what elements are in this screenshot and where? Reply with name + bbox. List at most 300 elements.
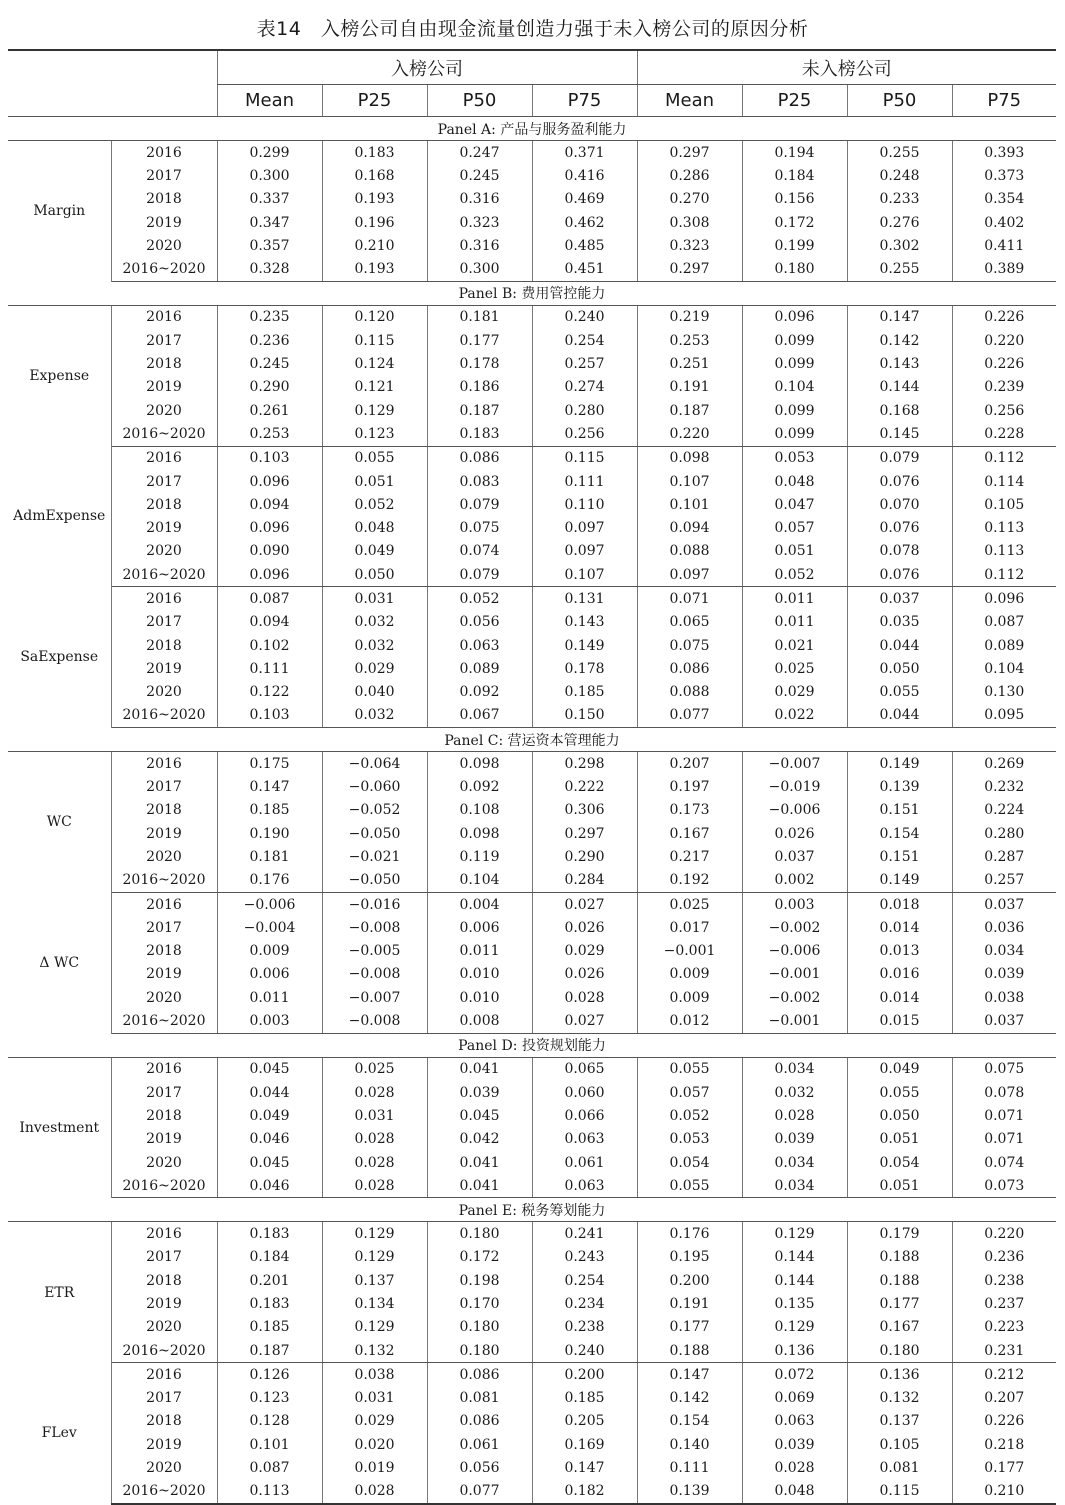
value-cell: 0.302 bbox=[847, 234, 952, 257]
value-cell: 0.025 bbox=[637, 892, 742, 916]
year-cell: 2020 bbox=[146, 543, 182, 560]
value-cell: 0.191 bbox=[637, 376, 742, 399]
value-cell: 0.044 bbox=[217, 1081, 322, 1104]
metric-label: Margin bbox=[8, 141, 111, 282]
value-cell: 0.143 bbox=[532, 611, 637, 634]
value-cell: 0.011 bbox=[427, 940, 532, 963]
value-cell: 0.177 bbox=[847, 1292, 952, 1315]
value-cell: 0.027 bbox=[532, 1009, 637, 1033]
table-row bbox=[8, 752, 1056, 776]
value-cell: 0.052 bbox=[637, 1104, 742, 1127]
value-cell: 0.032 bbox=[742, 1081, 847, 1104]
panel-row bbox=[8, 117, 1056, 141]
value-cell: 0.017 bbox=[637, 916, 742, 939]
value-cell: 0.114 bbox=[952, 470, 1056, 493]
year-cell: 2019 bbox=[146, 1131, 182, 1148]
year-cell: 2018 bbox=[146, 802, 182, 819]
value-cell: 0.028 bbox=[322, 1081, 427, 1104]
value-cell: 0.205 bbox=[532, 1410, 637, 1433]
value-cell: 0.048 bbox=[742, 470, 847, 493]
year-cell: 2016~2020 bbox=[111, 869, 217, 893]
value-cell: 0.129 bbox=[742, 1222, 847, 1246]
year-cell: 2019 bbox=[146, 379, 182, 396]
value-cell: 0.096 bbox=[742, 305, 847, 329]
value-cell: −0.007 bbox=[742, 752, 847, 776]
year-cell: 2016 bbox=[146, 1366, 182, 1383]
value-cell: 0.257 bbox=[532, 352, 637, 375]
value-cell: 0.167 bbox=[637, 822, 742, 845]
value-cell: 0.393 bbox=[952, 141, 1056, 165]
value-cell: 0.049 bbox=[322, 540, 427, 563]
value-cell: 0.067 bbox=[427, 704, 532, 728]
value-cell: 0.041 bbox=[427, 1174, 532, 1198]
value-cell: 0.187 bbox=[427, 399, 532, 422]
value-cell: 0.038 bbox=[322, 1363, 427, 1387]
value-cell: 0.104 bbox=[952, 657, 1056, 680]
value-cell: 0.184 bbox=[217, 1246, 322, 1269]
value-cell: 0.192 bbox=[637, 869, 742, 893]
value-cell: 0.156 bbox=[742, 188, 847, 211]
value-cell: 0.019 bbox=[322, 1456, 427, 1479]
value-cell: 0.045 bbox=[217, 1057, 322, 1081]
year-cell: 2020 bbox=[146, 1460, 182, 1477]
value-cell: 0.026 bbox=[532, 916, 637, 939]
value-cell: 0.144 bbox=[742, 1246, 847, 1269]
value-cell: 0.178 bbox=[427, 352, 532, 375]
value-cell: 0.147 bbox=[532, 1456, 637, 1479]
panel-label: Panel D: 投资规划能力 bbox=[8, 1033, 1056, 1057]
panel-row bbox=[8, 281, 1056, 305]
value-cell: 0.142 bbox=[847, 329, 952, 352]
value-cell: 0.195 bbox=[637, 1246, 742, 1269]
table-row bbox=[8, 399, 1056, 422]
value-cell: 0.096 bbox=[217, 563, 322, 587]
value-cell: 0.228 bbox=[952, 422, 1056, 446]
value-cell: 0.069 bbox=[742, 1387, 847, 1410]
table-row bbox=[8, 141, 1056, 165]
value-cell: 0.094 bbox=[217, 611, 322, 634]
value-cell: 0.006 bbox=[427, 916, 532, 939]
table-row bbox=[8, 1480, 1056, 1504]
value-cell: 0.028 bbox=[322, 1151, 427, 1174]
column-header: P25 bbox=[322, 85, 427, 117]
value-cell: 0.104 bbox=[427, 869, 532, 893]
value-cell: 0.182 bbox=[532, 1480, 637, 1504]
value-cell: −0.064 bbox=[322, 752, 427, 776]
value-cell: 0.065 bbox=[637, 611, 742, 634]
value-cell: 0.168 bbox=[322, 164, 427, 187]
value-cell: 0.103 bbox=[217, 446, 322, 470]
panel-row bbox=[8, 728, 1056, 752]
value-cell: 0.044 bbox=[847, 634, 952, 657]
year-cell: 2017 bbox=[146, 473, 182, 490]
value-cell: 0.052 bbox=[742, 563, 847, 587]
panel-row bbox=[8, 1033, 1056, 1057]
value-cell: 0.147 bbox=[637, 1363, 742, 1387]
value-cell: 0.188 bbox=[847, 1246, 952, 1269]
value-cell: 0.029 bbox=[742, 681, 847, 704]
value-cell: 0.097 bbox=[637, 563, 742, 587]
table-row bbox=[8, 1433, 1056, 1456]
value-cell: 0.220 bbox=[952, 329, 1056, 352]
value-cell: 0.151 bbox=[847, 799, 952, 822]
value-cell: 0.099 bbox=[742, 352, 847, 375]
value-cell: 0.115 bbox=[322, 329, 427, 352]
value-cell: 0.124 bbox=[322, 352, 427, 375]
value-cell: 0.226 bbox=[952, 352, 1056, 375]
year-cell: 2020 bbox=[146, 237, 182, 254]
value-cell: 0.135 bbox=[742, 1292, 847, 1315]
value-cell: 0.078 bbox=[847, 540, 952, 563]
value-cell: 0.026 bbox=[742, 822, 847, 845]
value-cell: 0.098 bbox=[427, 822, 532, 845]
value-cell: 0.079 bbox=[427, 493, 532, 516]
value-cell: 0.323 bbox=[637, 234, 742, 257]
table-body bbox=[8, 117, 1056, 1505]
panel-label: Panel B: 费用管控能力 bbox=[8, 281, 1056, 305]
value-cell: 0.248 bbox=[847, 164, 952, 187]
value-cell: 0.029 bbox=[322, 1410, 427, 1433]
table-row bbox=[8, 1339, 1056, 1363]
value-cell: 0.028 bbox=[742, 1456, 847, 1479]
year-cell: 2016~2020 bbox=[111, 422, 217, 446]
value-cell: 0.247 bbox=[427, 141, 532, 165]
value-cell: 0.010 bbox=[427, 986, 532, 1009]
value-cell: 0.103 bbox=[217, 704, 322, 728]
value-cell: 0.108 bbox=[427, 799, 532, 822]
value-cell: 0.416 bbox=[532, 164, 637, 187]
table-row bbox=[8, 329, 1056, 352]
value-cell: 0.032 bbox=[322, 634, 427, 657]
year-cell: 2016~2020 bbox=[111, 1480, 217, 1504]
table-row bbox=[8, 1269, 1056, 1292]
value-cell: 0.078 bbox=[952, 1081, 1056, 1104]
value-cell: 0.113 bbox=[217, 1480, 322, 1504]
value-cell: 0.129 bbox=[322, 1246, 427, 1269]
metric-label: Δ WC bbox=[8, 892, 111, 1033]
value-cell: 0.053 bbox=[742, 446, 847, 470]
group-header-listed: 入榜公司 bbox=[217, 50, 637, 85]
value-cell: 0.111 bbox=[532, 470, 637, 493]
value-cell: 0.055 bbox=[637, 1057, 742, 1081]
table-row bbox=[8, 1128, 1056, 1151]
value-cell: 0.276 bbox=[847, 211, 952, 234]
value-cell: 0.052 bbox=[427, 587, 532, 611]
value-cell: 0.210 bbox=[952, 1480, 1056, 1504]
value-cell: 0.256 bbox=[532, 422, 637, 446]
metric-label: AdmExpense bbox=[8, 446, 111, 587]
value-cell: 0.119 bbox=[427, 845, 532, 868]
value-cell: 0.018 bbox=[847, 892, 952, 916]
value-cell: 0.253 bbox=[217, 422, 322, 446]
panel-row bbox=[8, 1198, 1056, 1222]
value-cell: 0.234 bbox=[532, 1292, 637, 1315]
table-row bbox=[8, 376, 1056, 399]
value-cell: 0.055 bbox=[322, 446, 427, 470]
value-cell: 0.177 bbox=[952, 1456, 1056, 1479]
value-cell: 0.256 bbox=[952, 399, 1056, 422]
value-cell: 0.180 bbox=[427, 1222, 532, 1246]
value-cell: 0.107 bbox=[637, 470, 742, 493]
value-cell: 0.006 bbox=[217, 963, 322, 986]
value-cell: 0.357 bbox=[217, 234, 322, 257]
value-cell: 0.089 bbox=[952, 634, 1056, 657]
year-cell: 2016~2020 bbox=[111, 1339, 217, 1363]
value-cell: 0.086 bbox=[427, 1363, 532, 1387]
table-row bbox=[8, 704, 1056, 728]
value-cell: 0.129 bbox=[322, 399, 427, 422]
value-cell: 0.274 bbox=[532, 376, 637, 399]
column-header: Mean bbox=[217, 85, 322, 117]
year-cell: 2020 bbox=[146, 1319, 182, 1336]
value-cell: 0.168 bbox=[847, 399, 952, 422]
value-cell: 0.177 bbox=[637, 1316, 742, 1339]
value-cell: 0.032 bbox=[322, 611, 427, 634]
value-cell: 0.462 bbox=[532, 211, 637, 234]
value-cell: 0.180 bbox=[742, 257, 847, 281]
value-cell: 0.253 bbox=[637, 329, 742, 352]
value-cell: 0.074 bbox=[952, 1151, 1056, 1174]
value-cell: 0.115 bbox=[532, 446, 637, 470]
panel-label: Panel A: 产品与服务盈利能力 bbox=[8, 117, 1056, 141]
value-cell: 0.136 bbox=[847, 1363, 952, 1387]
value-cell: 0.134 bbox=[322, 1292, 427, 1315]
year-cell: 2016~2020 bbox=[111, 563, 217, 587]
value-cell: 0.004 bbox=[427, 892, 532, 916]
value-cell: 0.086 bbox=[637, 657, 742, 680]
year-cell: 2020 bbox=[146, 402, 182, 419]
table-row bbox=[8, 1009, 1056, 1033]
table-row bbox=[8, 470, 1056, 493]
value-cell: 0.012 bbox=[637, 1009, 742, 1033]
data-table bbox=[8, 49, 1056, 1505]
value-cell: 0.235 bbox=[217, 305, 322, 329]
year-cell: 2016 bbox=[146, 1226, 182, 1243]
value-cell: 0.198 bbox=[427, 1269, 532, 1292]
column-header: Mean bbox=[637, 85, 742, 117]
year-cell: 2017 bbox=[146, 1249, 182, 1266]
year-cell: 2016 bbox=[146, 896, 182, 913]
value-cell: 0.028 bbox=[322, 1128, 427, 1151]
value-cell: 0.280 bbox=[952, 822, 1056, 845]
table-row bbox=[8, 681, 1056, 704]
value-cell: 0.039 bbox=[742, 1433, 847, 1456]
value-cell: 0.232 bbox=[952, 775, 1056, 798]
value-cell: 0.011 bbox=[742, 611, 847, 634]
table-row bbox=[8, 257, 1056, 281]
year-cell: 2016 bbox=[146, 450, 182, 467]
value-cell: −0.006 bbox=[742, 799, 847, 822]
table-row bbox=[8, 563, 1056, 587]
value-cell: 0.079 bbox=[427, 563, 532, 587]
metric-label: ETR bbox=[8, 1222, 111, 1363]
metric-label: Expense bbox=[8, 305, 111, 446]
year-cell: 2019 bbox=[146, 825, 182, 842]
value-cell: 0.231 bbox=[952, 1339, 1056, 1363]
value-cell: 0.286 bbox=[637, 164, 742, 187]
value-cell: 0.237 bbox=[952, 1292, 1056, 1315]
value-cell: 0.223 bbox=[952, 1316, 1056, 1339]
value-cell: 0.037 bbox=[847, 587, 952, 611]
value-cell: 0.199 bbox=[742, 234, 847, 257]
value-cell: 0.255 bbox=[847, 141, 952, 165]
value-cell: 0.123 bbox=[322, 422, 427, 446]
column-header: P50 bbox=[427, 85, 532, 117]
value-cell: 0.147 bbox=[847, 305, 952, 329]
value-cell: 0.111 bbox=[637, 1456, 742, 1479]
value-cell: 0.097 bbox=[532, 540, 637, 563]
value-cell: 0.014 bbox=[847, 916, 952, 939]
panel-label: Panel C: 营运资本管理能力 bbox=[8, 728, 1056, 752]
value-cell: −0.002 bbox=[742, 916, 847, 939]
value-cell: 0.154 bbox=[637, 1410, 742, 1433]
value-cell: −0.050 bbox=[322, 869, 427, 893]
value-cell: 0.011 bbox=[742, 587, 847, 611]
table-row bbox=[8, 188, 1056, 211]
value-cell: 0.354 bbox=[952, 188, 1056, 211]
value-cell: 0.050 bbox=[322, 563, 427, 587]
value-cell: 0.087 bbox=[217, 587, 322, 611]
value-cell: 0.034 bbox=[742, 1174, 847, 1198]
value-cell: 0.081 bbox=[847, 1456, 952, 1479]
value-cell: 0.002 bbox=[742, 869, 847, 893]
value-cell: 0.269 bbox=[952, 752, 1056, 776]
year-cell: 2017 bbox=[146, 332, 182, 349]
value-cell: 0.072 bbox=[742, 1363, 847, 1387]
value-cell: 0.132 bbox=[847, 1387, 952, 1410]
year-cell: 2019 bbox=[146, 660, 182, 677]
value-cell: 0.066 bbox=[532, 1104, 637, 1127]
value-cell: 0.181 bbox=[217, 845, 322, 868]
value-cell: 0.179 bbox=[847, 1222, 952, 1246]
value-cell: 0.236 bbox=[952, 1246, 1056, 1269]
year-cell: 2016 bbox=[146, 755, 182, 772]
year-cell: 2017 bbox=[146, 1390, 182, 1407]
year-cell: 2016~2020 bbox=[111, 1174, 217, 1198]
table-row bbox=[8, 822, 1056, 845]
year-cell: 2016 bbox=[146, 590, 182, 607]
value-cell: 0.328 bbox=[217, 257, 322, 281]
value-cell: 0.070 bbox=[847, 493, 952, 516]
value-cell: 0.240 bbox=[532, 305, 637, 329]
value-cell: 0.280 bbox=[532, 399, 637, 422]
metric-label: SaExpense bbox=[8, 587, 111, 728]
value-cell: 0.136 bbox=[742, 1339, 847, 1363]
value-cell: 0.183 bbox=[217, 1292, 322, 1315]
value-cell: 0.074 bbox=[427, 540, 532, 563]
value-cell: 0.071 bbox=[952, 1128, 1056, 1151]
value-cell: 0.037 bbox=[952, 1009, 1056, 1033]
value-cell: 0.095 bbox=[952, 704, 1056, 728]
year-cell: 2018 bbox=[146, 496, 182, 513]
value-cell: 0.113 bbox=[952, 540, 1056, 563]
value-cell: 0.051 bbox=[742, 540, 847, 563]
value-cell: 0.046 bbox=[217, 1128, 322, 1151]
value-cell: 0.009 bbox=[637, 963, 742, 986]
value-cell: 0.193 bbox=[322, 257, 427, 281]
value-cell: 0.149 bbox=[847, 869, 952, 893]
value-cell: 0.176 bbox=[637, 1222, 742, 1246]
value-cell: 0.284 bbox=[532, 869, 637, 893]
year-cell: 2016~2020 bbox=[111, 257, 217, 281]
table-row bbox=[8, 305, 1056, 329]
value-cell: 0.096 bbox=[217, 516, 322, 539]
value-cell: −0.050 bbox=[322, 822, 427, 845]
value-cell: 0.128 bbox=[217, 1410, 322, 1433]
value-cell: 0.219 bbox=[637, 305, 742, 329]
value-cell: 0.008 bbox=[427, 1009, 532, 1033]
value-cell: 0.173 bbox=[637, 799, 742, 822]
year-cell: 2017 bbox=[146, 614, 182, 631]
table-row bbox=[8, 634, 1056, 657]
value-cell: 0.207 bbox=[952, 1387, 1056, 1410]
value-cell: −0.006 bbox=[217, 892, 322, 916]
value-cell: −0.004 bbox=[217, 916, 322, 939]
table-row bbox=[8, 1410, 1056, 1433]
value-cell: 0.102 bbox=[217, 634, 322, 657]
value-cell: 0.061 bbox=[427, 1433, 532, 1456]
value-cell: 0.245 bbox=[427, 164, 532, 187]
year-cell: 2019 bbox=[146, 520, 182, 537]
value-cell: 0.139 bbox=[847, 775, 952, 798]
value-cell: 0.120 bbox=[322, 305, 427, 329]
value-cell: 0.049 bbox=[217, 1104, 322, 1127]
value-cell: 0.220 bbox=[637, 422, 742, 446]
table-row bbox=[8, 1104, 1056, 1127]
year-cell: 2020 bbox=[146, 1154, 182, 1171]
value-cell: 0.088 bbox=[637, 681, 742, 704]
value-cell: −0.008 bbox=[322, 1009, 427, 1033]
value-cell: 0.183 bbox=[217, 1222, 322, 1246]
value-cell: 0.049 bbox=[847, 1057, 952, 1081]
table-row bbox=[8, 1057, 1056, 1081]
value-cell: 0.003 bbox=[742, 892, 847, 916]
value-cell: 0.297 bbox=[637, 257, 742, 281]
value-cell: 0.191 bbox=[637, 1292, 742, 1315]
value-cell: 0.045 bbox=[217, 1151, 322, 1174]
year-cell: 2016 bbox=[146, 309, 182, 326]
value-cell: 0.098 bbox=[427, 752, 532, 776]
value-cell: 0.013 bbox=[847, 940, 952, 963]
value-cell: −0.019 bbox=[742, 775, 847, 798]
value-cell: 0.051 bbox=[847, 1174, 952, 1198]
table-row bbox=[8, 493, 1056, 516]
value-cell: 0.028 bbox=[742, 1104, 847, 1127]
value-cell: 0.112 bbox=[952, 446, 1056, 470]
value-cell: 0.032 bbox=[322, 704, 427, 728]
year-cell: 2016~2020 bbox=[111, 1009, 217, 1033]
value-cell: 0.316 bbox=[427, 234, 532, 257]
value-cell: 0.147 bbox=[217, 775, 322, 798]
value-cell: 0.021 bbox=[742, 634, 847, 657]
value-cell: 0.094 bbox=[637, 516, 742, 539]
value-cell: 0.145 bbox=[847, 422, 952, 446]
value-cell: 0.137 bbox=[847, 1410, 952, 1433]
value-cell: 0.241 bbox=[532, 1222, 637, 1246]
value-cell: 0.123 bbox=[217, 1387, 322, 1410]
value-cell: 0.105 bbox=[952, 493, 1056, 516]
value-cell: 0.217 bbox=[637, 845, 742, 868]
value-cell: 0.110 bbox=[532, 493, 637, 516]
value-cell: 0.076 bbox=[847, 516, 952, 539]
table-row bbox=[8, 1174, 1056, 1198]
value-cell: −0.016 bbox=[322, 892, 427, 916]
value-cell: 0.037 bbox=[952, 892, 1056, 916]
value-cell: 0.180 bbox=[427, 1339, 532, 1363]
value-cell: −0.021 bbox=[322, 845, 427, 868]
year-cell: 2020 bbox=[146, 848, 182, 865]
value-cell: 0.039 bbox=[427, 1081, 532, 1104]
